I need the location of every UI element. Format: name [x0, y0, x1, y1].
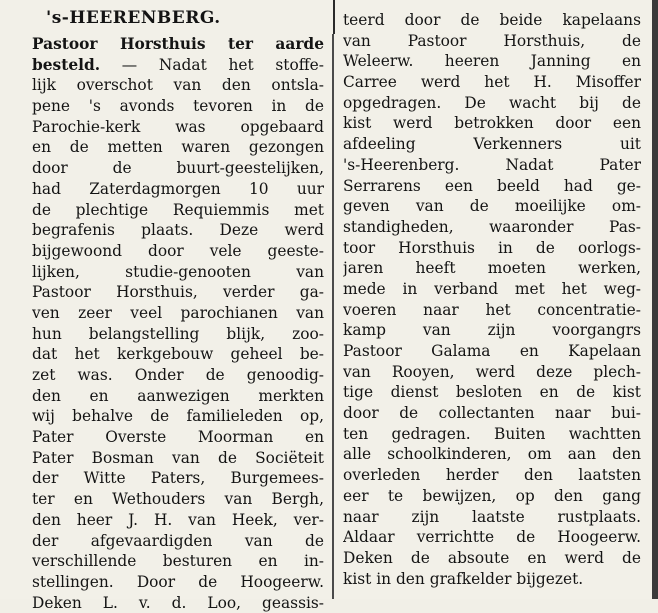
text-line: [32, 34, 324, 55]
text-line: overleden herder den laatsten: [343, 466, 641, 485]
line-text: dat het kerkgebouw geheel be-: [32, 345, 324, 364]
text-line: standigheden, waaronder Pas-: [343, 217, 641, 236]
text-line: jaren heeft moeten werken,: [343, 259, 641, 278]
text-line: [32, 55, 324, 76]
text-line: Serrarens een beeld had ge-: [343, 176, 641, 195]
line-text: pene 's avonds tevoren in de: [32, 97, 324, 116]
line-text: hun belangstelling blijk, zoo-: [32, 324, 324, 343]
clipping-edge: [652, 0, 658, 599]
text-line: Carree werd het H. Misoffer: [343, 73, 641, 92]
line-text: verschillende besturen en in-: [32, 552, 324, 571]
text-line: kamp van zijn voorgangrs: [343, 321, 641, 340]
text-line: [32, 303, 324, 324]
line-text: Deken L. v. d. Loo, geassis-: [32, 593, 324, 612]
text-line: [32, 427, 324, 448]
text-line: eer te bewijzen, op den gang: [343, 486, 641, 505]
line-text: der afgevaardigden van de: [32, 531, 324, 550]
text-line: [32, 386, 324, 407]
text-line: [32, 137, 324, 158]
text-line: tige dienst besloten en de kist: [343, 383, 641, 402]
text-line: kist in den grafkelder bijgezet.: [343, 569, 584, 588]
line-text: door de buurt-geestelijken,: [32, 159, 324, 178]
text-line: [32, 510, 324, 531]
line-text: den en aanwezigen merkten: [32, 386, 324, 405]
text-line: Pastoor Galama en Kapelaan: [343, 342, 641, 360]
text-line: [32, 200, 324, 221]
text-line: [32, 468, 324, 489]
text-line: [32, 117, 324, 138]
line-text: Pater Overste Moorman en: [32, 428, 324, 447]
text-line: [32, 75, 324, 96]
text-line: 's-Heerenberg. Nadat Pater: [343, 155, 641, 174]
line-text: lijken, studie-genooten van: [32, 262, 324, 281]
right-column: [343, 10, 641, 589]
text-line: [32, 262, 324, 283]
column-rule-top: [333, 0, 335, 34]
text-line: ten gedragen. Buiten wachtten: [343, 424, 641, 443]
line-text: zet was. Onder de genoodig-: [32, 366, 324, 384]
text-line: [32, 282, 324, 303]
text-line: [32, 572, 324, 593]
text-line: afdeeling Verkenners uit: [343, 135, 641, 154]
line-text: wij behalve de familieleden op,: [32, 407, 324, 426]
line-text: Parochie-kerk was opgebaard: [32, 117, 324, 136]
text-line: [32, 220, 324, 241]
text-line: [32, 365, 324, 386]
text-line: [32, 551, 324, 572]
line-text: lijk overschot van den ontsla-: [32, 76, 324, 95]
text-line: voeren naar het concentratie-: [343, 300, 641, 319]
article-heading: 's-HEERENBERG.: [46, 8, 221, 28]
text-line: mede in verband met het weg-: [343, 279, 641, 298]
text-line: [32, 96, 324, 117]
text-line: [32, 324, 324, 345]
text-line: van Rooyen, werd deze plech-: [343, 362, 641, 381]
text-line: alle schoolkinderen, om aan den: [343, 445, 641, 464]
text-line: opgedragen. De wacht bij de: [343, 93, 641, 112]
left-column: [32, 34, 324, 613]
text-line: door de collectanten naar bui-: [343, 404, 641, 423]
line-text: had Zaterdagmorgen 10 uur: [32, 179, 324, 198]
line-text: de plechtige Requiemmis met: [32, 200, 324, 219]
text-line: [32, 406, 324, 427]
line-text: en de metten waren gezongen: [32, 138, 324, 157]
text-line: naar zijn laatste rustplaats.: [343, 507, 641, 526]
line-text: begrafenis plaats. Deze werd: [32, 221, 324, 240]
line-text: der Witte Paters, Burgemees-: [32, 469, 324, 488]
text-line: toor Horsthuis in de oorlogs-: [343, 238, 641, 257]
text-line: [32, 241, 324, 262]
line-text: ven zeer veel parochianen van: [32, 303, 324, 322]
text-line: teerd door de beide kapelaans: [343, 11, 641, 29]
text-line: van Pastoor Horsthuis, de: [343, 31, 641, 50]
text-line: [32, 448, 324, 469]
text-line: [32, 531, 324, 552]
line-text: Pater Bosman van de Sociëteit: [32, 448, 324, 467]
text-line: geven van de moeilijke om-: [343, 197, 641, 216]
line-text: den heer J. H. van Heek, ver-: [32, 510, 324, 529]
text-line: Deken de absoute en werd de: [343, 548, 641, 567]
text-line: Weleerw. heeren Janning en: [343, 52, 641, 71]
text-line: [32, 344, 324, 365]
text-line: [32, 593, 324, 613]
line-text: stellingen. Door de Hoogeerw.: [32, 572, 324, 591]
line-text: ter en Wethouders van Bergh,: [32, 490, 324, 509]
text-line: Aldaar verrichtte de Hoogeerw.: [343, 528, 641, 547]
lead-in-bold: Pastoor Horsthuis ter aarde: [32, 35, 324, 53]
text-line: [32, 489, 324, 510]
lead-in-bold: besteld.: [32, 55, 101, 74]
column-divider: [332, 34, 334, 599]
text-line: [32, 179, 324, 200]
line-text: — Nadat het stoffe-: [100, 55, 324, 74]
line-text: bijgewoond door vele geeste-: [32, 241, 324, 260]
text-line: kist werd betrokken door een: [343, 114, 641, 133]
line-text: Pastoor Horsthuis, verder ga-: [32, 283, 324, 302]
text-line: [32, 158, 324, 179]
